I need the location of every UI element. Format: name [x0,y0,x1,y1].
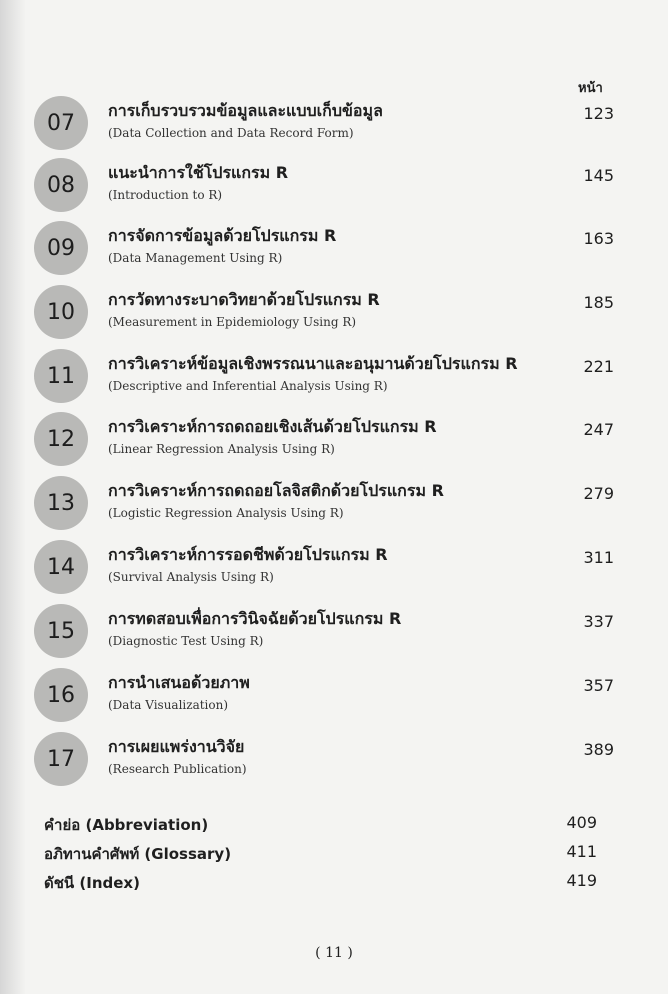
chapter-number-badge: 15 [34,604,88,658]
toc-chapter-16[interactable] [34,668,614,728]
toc-chapter-12[interactable] [34,412,614,472]
toc-chapter-15[interactable] [34,604,614,664]
toc-chapter-10[interactable] [34,285,614,345]
chapter-title-en: (Data Collection and Data Record Form) [108,126,354,140]
chapter-title-en: (Descriptive and Inferential Analysis Using R) [108,379,388,393]
chapter-number-badge: 17 [34,732,88,786]
toc-chapter-13[interactable] [34,476,614,536]
chapter-title-th: การวิเคราะห์การถดถอยโลจิสติกด้วยโปรแกรม R [108,481,444,500]
chapter-page-number: 123 [583,104,614,123]
chapter-number-badge: 10 [34,285,88,339]
toc-chapter-11[interactable] [34,349,614,409]
chapter-title-en: (Survival Analysis Using R) [108,570,274,584]
chapter-page-number: 311 [583,548,614,567]
chapter-number-badge: 09 [34,221,88,275]
chapter-title-th: การนำเสนอด้วยภาพ [108,673,250,692]
chapter-title-th: การเก็บรวบรวมข้อมูลและแบบเก็บข้อมูล [108,101,383,120]
chapter-number-badge: 12 [34,412,88,466]
chapter-title-en: (Data Visualization) [108,698,229,712]
back-matter-page: 409 [566,813,597,832]
footer-page-number: ( 11 ) [315,945,353,961]
back-matter-page: 419 [566,871,597,890]
back-matter-title: ดัชนี (Index) [44,874,140,892]
chapter-page-number: 279 [583,484,614,503]
chapter-title-en: (Logistic Regression Analysis Using R) [108,506,344,520]
chapter-title-en: (Diagnostic Test Using R) [108,634,264,648]
chapter-title-th: การวัดทางระบาดวิทยาด้วยโปรแกรม R [108,290,380,309]
toc-chapter-08[interactable] [34,158,614,218]
chapter-title-th: การวิเคราะห์การรอดชีพด้วยโปรแกรม R [108,545,388,564]
chapter-page-number: 337 [583,612,614,631]
chapter-number-badge: 08 [34,158,88,212]
back-matter-page: 411 [566,842,597,861]
page-column-label: หน้า [578,81,603,96]
chapter-page-number: 163 [583,229,614,248]
chapter-title-th: การทดสอบเพื่อการวินิจฉัยด้วยโปรแกรม R [108,609,402,628]
chapter-title-th: การจัดการข้อมูลด้วยโปรแกรม R [108,226,337,245]
toc-chapter-09[interactable] [34,221,614,281]
chapter-title-th: การเผยแพร่งานวิจัย [108,737,245,756]
toc-abbreviation[interactable] [44,813,597,837]
chapter-title-en: (Data Management Using R) [108,251,283,265]
chapter-title-en: (Measurement in Epidemiology Using R) [108,315,357,329]
chapter-number-badge: 16 [34,668,88,722]
page-edge-shadow [0,0,26,994]
toc-chapter-07[interactable] [34,96,614,156]
chapter-number-badge: 13 [34,476,88,530]
chapter-page-number: 221 [583,357,614,376]
chapter-title-th: การวิเคราะห์การถดถอยเชิงเส้นด้วยโปรแกรม R [108,417,437,436]
toc-chapter-17[interactable] [34,732,614,792]
chapter-title-en: (Introduction to R) [108,188,223,202]
chapter-title-th: แนะนำการใช้โปรแกรม R [108,163,289,182]
chapter-title-en: (Linear Regression Analysis Using R) [108,442,335,456]
chapter-number-badge: 14 [34,540,88,594]
chapter-page-number: 185 [583,293,614,312]
toc-glossary[interactable] [44,842,597,866]
toc-index[interactable] [44,871,597,895]
chapter-page-number: 389 [583,740,614,759]
chapter-title-en: (Research Publication) [108,762,247,776]
chapter-number-badge: 07 [34,96,88,150]
back-matter-title: อภิทานคำศัพท์ (Glossary) [44,845,232,863]
toc-chapter-14[interactable] [34,540,614,600]
chapter-page-number: 145 [583,166,614,185]
chapter-number-badge: 11 [34,349,88,403]
back-matter-title: คำย่อ (Abbreviation) [44,816,209,834]
chapter-title-th: การวิเคราะห์ข้อมูลเชิงพรรณนาและอนุมานด้วยโปรแกรม R [108,354,518,373]
chapter-page-number: 247 [583,420,614,439]
chapter-page-number: 357 [583,676,614,695]
